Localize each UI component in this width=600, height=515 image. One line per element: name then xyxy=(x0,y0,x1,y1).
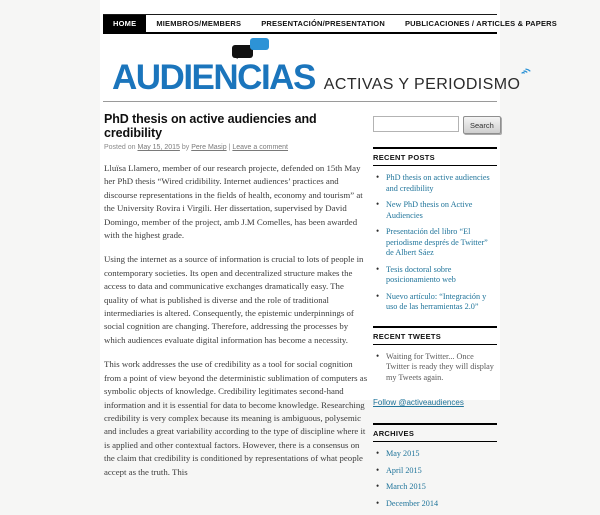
list-item xyxy=(375,466,497,477)
archive-link[interactable]: March 2015 xyxy=(386,482,426,491)
list-item xyxy=(375,200,497,221)
post-date-link[interactable]: May 15, 2015 xyxy=(137,144,180,151)
list-item xyxy=(375,292,497,313)
archives-heading: ARCHIVES xyxy=(373,423,497,442)
sidebar xyxy=(373,116,497,515)
follow-twitter-link[interactable]: Follow @activeaudiences xyxy=(373,398,464,407)
recent-posts-heading: RECENT POSTS xyxy=(373,147,497,166)
list-item xyxy=(375,227,497,259)
logo-tagline: ACTIVAS Y PERIODISMO xyxy=(323,76,521,93)
post-paragraph: Lluïsa Llamero, member of our research projecte, defended on 15th May her PhD thesis “Wired cridibility. Internet audiences’ practices and discourse representations in the fields of health, economy and tourism” at the University Rovira i Virgili. Her dissertation, supervised by David Domingo, member of the project, amb J.M Comelles, has been awarded with the highest grade. xyxy=(104,163,363,241)
post-body xyxy=(104,162,370,479)
post-paragraph: This work addresses the use of credibility as a tool for social cognition from a point of view beyond the deterministic sublimation of computers as symbolic objects of knowledge. Credibility legitimates second-hand information and it is essential for data to become knowledge. Researching credibility is very complex because its meaning is ambiguous, polysemic and includes a great variability according to the type of discipline where it is applied and other contextual factors. However, there is a consensus on the claim that credibility is conditioned by representations of what people accept as the truth. This xyxy=(104,359,368,477)
archives-list xyxy=(375,449,497,509)
site-header xyxy=(100,36,521,100)
nav-item-presentacion[interactable]: PRESENTACIÓN/PRESENTATION xyxy=(261,19,385,28)
post-title: PhD thesis on active audiencies and credibility xyxy=(104,112,317,140)
site-logo[interactable] xyxy=(112,60,532,95)
post-paragraph: Using the internet as a source of information is crucial to lots of people in contemporary societies. Its open and decentralized structure makes the access to data and communicative exchanges dramatically easy. The quality of what is published is diverse and the role of traditional intermediaries is altered. Consequently, the epistemic underpinnings of social cognition are changing. Therefore, addressing the processes by which audiences evaluate digital information has become a necessity. xyxy=(104,254,364,345)
list-item xyxy=(375,499,497,510)
logo-title: AUDIENCIAS xyxy=(112,58,315,97)
header-divider xyxy=(103,101,497,102)
list-item xyxy=(375,173,497,194)
nav-item-home[interactable]: HOME xyxy=(103,15,146,32)
recent-post-link[interactable]: Presentación del libro “El periodisme després de Twitter” de Albert Sáez xyxy=(386,227,488,257)
nav-item-miembros[interactable]: MIEMBROS/MEMBERS xyxy=(156,19,242,28)
tweet-status-text: Waiting for Twitter... Once Twitter is ready they will display my Tweets again. xyxy=(386,351,494,382)
post-meta xyxy=(104,144,370,151)
recent-posts-section xyxy=(373,147,497,313)
nav-item-publicaciones[interactable]: PUBLICACIONES / ARTICLES & PAPERS xyxy=(404,19,557,28)
signal-waves-icon xyxy=(521,66,533,84)
content-column xyxy=(100,0,557,508)
list-item xyxy=(375,482,497,493)
recent-tweets-section xyxy=(373,326,497,411)
post-article xyxy=(104,112,370,479)
recent-tweets-heading: RECENT TWEETS xyxy=(373,326,497,345)
recent-tweets-list xyxy=(375,352,497,384)
list-item xyxy=(375,449,497,460)
leave-comment-link[interactable]: Leave a comment xyxy=(232,144,289,151)
recent-post-link[interactable]: Tesis doctoral sobre posicionamiento web xyxy=(386,264,456,284)
search-widget xyxy=(373,116,497,134)
archive-link[interactable]: May 2015 xyxy=(386,449,420,458)
recent-posts-list xyxy=(375,173,497,313)
recent-post-link[interactable]: Nuevo artículo: “Integración y uso de las herramientas 2.0” xyxy=(386,291,487,311)
list-item xyxy=(375,265,497,286)
post-author-link[interactable]: Pere Masip xyxy=(191,144,227,151)
main-nav xyxy=(103,14,557,34)
archive-link[interactable]: April 2015 xyxy=(386,465,422,475)
meta-separator: | xyxy=(228,144,231,151)
speech-bubble-blue-icon xyxy=(250,38,269,50)
recent-post-link[interactable]: PhD thesis on active audiencies and credibility xyxy=(386,173,490,193)
by-label: by xyxy=(181,144,190,151)
recent-post-link[interactable]: New PhD thesis on Active Audiencies xyxy=(386,200,473,220)
posted-on-label: Posted on xyxy=(104,144,136,151)
archives-section xyxy=(373,423,497,509)
search-input[interactable] xyxy=(373,116,459,132)
search-button[interactable]: Search xyxy=(463,116,501,134)
list-item xyxy=(375,352,497,384)
archive-link[interactable]: December 2014 xyxy=(386,498,439,508)
